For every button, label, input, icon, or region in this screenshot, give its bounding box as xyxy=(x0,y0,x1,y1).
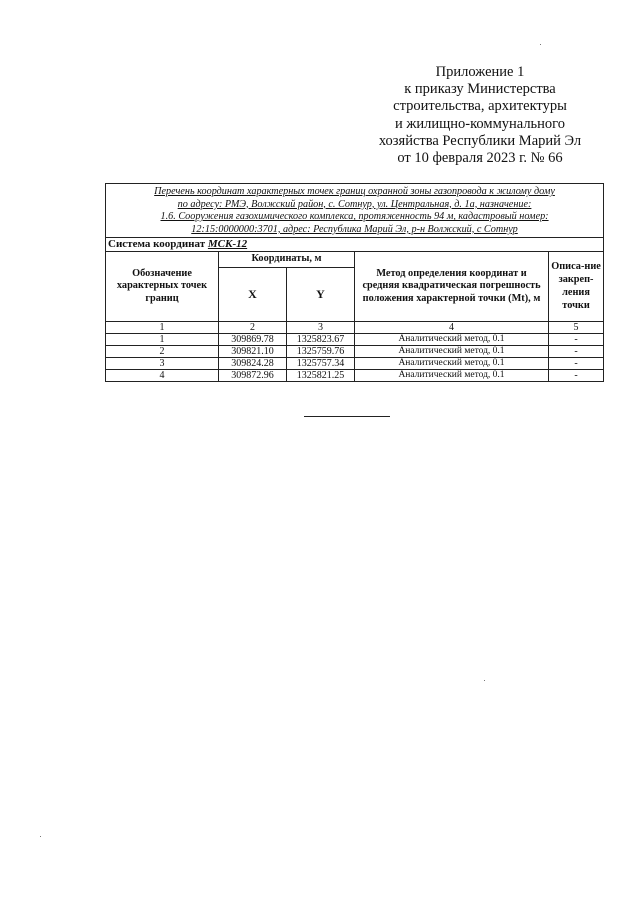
header-coordinates: Координаты, м xyxy=(219,252,355,268)
header-method: Метод определения координат и средняя квадратическая погрешность положения характерной точки (Mt), м xyxy=(355,252,549,322)
point-number: 1 xyxy=(106,334,219,346)
x-value: 309872.96 xyxy=(219,370,287,382)
method-value: Аналитический метод, 0.1 xyxy=(355,334,549,346)
method-value: Аналитический метод, 0.1 xyxy=(355,370,549,382)
appendix-line: Приложение 1 xyxy=(435,64,525,80)
y-value: 1325823.67 xyxy=(287,334,355,346)
fixing-value: - xyxy=(549,370,604,382)
header-y: Y xyxy=(287,268,355,322)
method-value: Аналитический метод, 0.1 xyxy=(355,358,549,370)
appendix-line: хозяйства Республики Марий Эл xyxy=(378,132,582,149)
x-value: 309821.10 xyxy=(219,346,287,358)
coordinate-system-label: Система координат xyxy=(108,238,206,251)
y-value: 1325759.76 xyxy=(287,346,355,358)
table-description xyxy=(106,184,604,238)
appendix-line: от 10 февраля 2023 г. № 66 xyxy=(397,150,563,167)
x-value: 309824.28 xyxy=(219,358,287,370)
appendix-heading xyxy=(370,64,590,167)
scan-speck xyxy=(484,680,485,681)
header-fixing: Описа-ние закреп-ления точки xyxy=(549,252,604,322)
coordinate-system-row xyxy=(106,238,604,252)
fixing-value: - xyxy=(549,334,604,346)
appendix-line: и жилищно-коммунального xyxy=(394,115,566,132)
table-row xyxy=(106,334,604,346)
column-number: 1 xyxy=(106,322,219,334)
column-number: 2 xyxy=(219,322,287,334)
description-line: 1.6. Сооружения газохимического комплекса, протяженность 94 м, кадастровый номер: xyxy=(160,211,549,223)
fixing-value: - xyxy=(549,346,604,358)
end-divider xyxy=(304,416,390,417)
method-value: Аналитический метод, 0.1 xyxy=(355,346,549,358)
fixing-value: - xyxy=(549,358,604,370)
coordinates-table xyxy=(105,183,604,382)
description-line: по адресу: РМЭ, Волжский район, с. Сотнур, ул. Центральная, д. 1а, назначение: xyxy=(177,198,532,210)
table-row xyxy=(106,370,604,382)
column-number-row xyxy=(106,322,604,334)
y-value: 1325821.25 xyxy=(287,370,355,382)
point-number: 4 xyxy=(106,370,219,382)
column-number: 3 xyxy=(287,322,355,334)
header-designation: Обозначение характерных точек границ xyxy=(106,252,219,322)
column-number: 5 xyxy=(549,322,604,334)
point-number: 2 xyxy=(106,346,219,358)
y-value: 1325757.34 xyxy=(287,358,355,370)
point-number: 3 xyxy=(106,358,219,370)
table-row xyxy=(106,358,604,370)
description-line: 12:15:0000000:3701, адрес: Республика Марий Эл, р-н Волжский, с Сотнур xyxy=(191,223,518,235)
description-line: Перечень координат характерных точек границ охранной зоны газопровода к жилому дому xyxy=(154,186,555,197)
table-row xyxy=(106,346,604,358)
x-value: 309869.78 xyxy=(219,334,287,346)
column-number: 4 xyxy=(355,322,549,334)
header-x: X xyxy=(219,268,287,322)
appendix-line: к приказу Министерства xyxy=(404,81,556,98)
scan-speck xyxy=(40,836,41,837)
appendix-line: строительства, архитектуры xyxy=(393,98,567,115)
scan-speck xyxy=(540,44,541,45)
coordinate-system-value: МСК-12 xyxy=(207,238,248,251)
